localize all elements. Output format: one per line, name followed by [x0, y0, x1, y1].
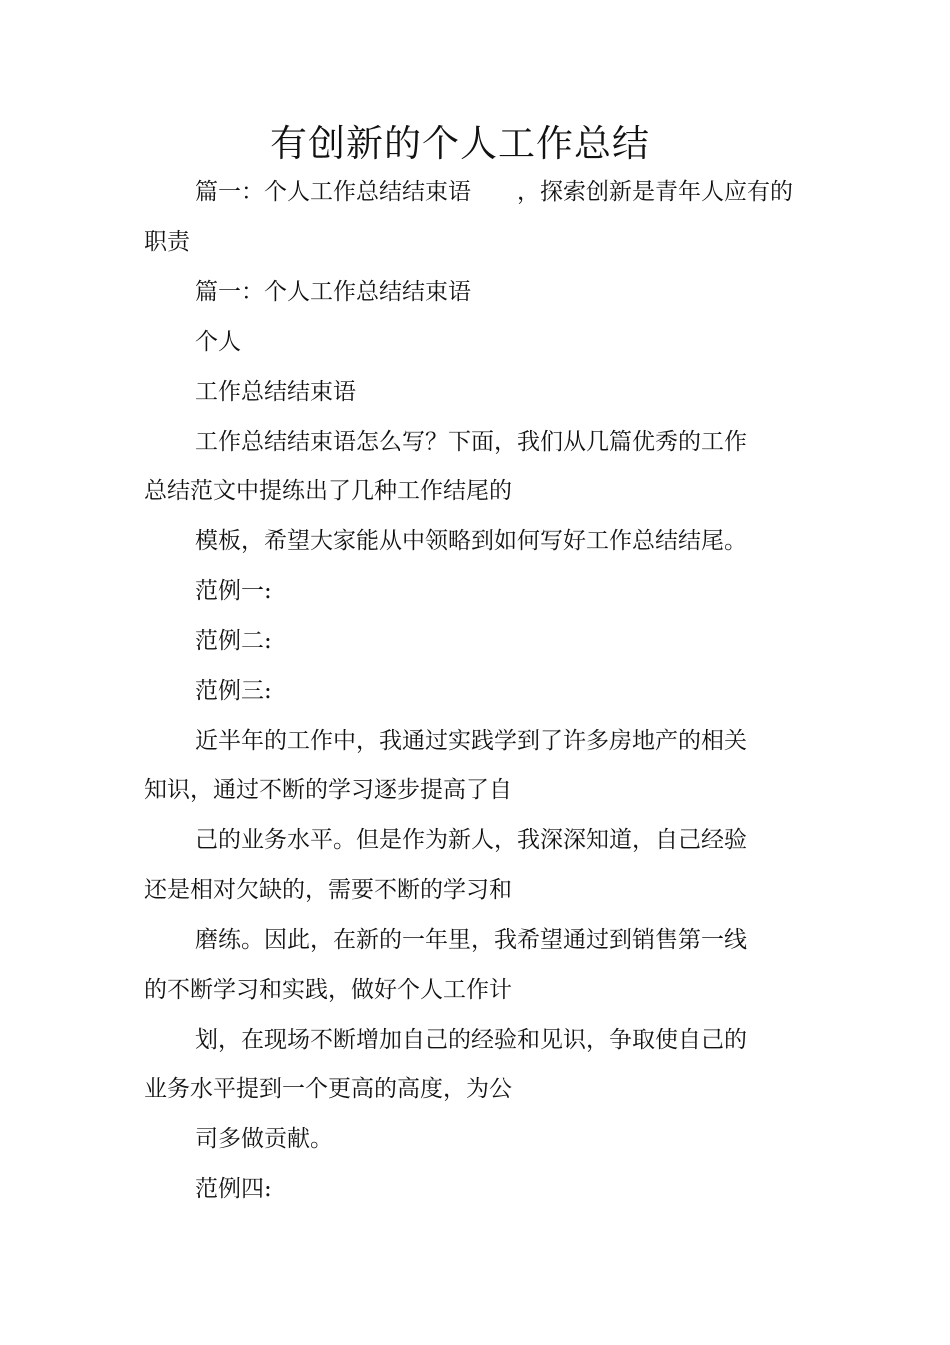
paragraph-line: 模板，希望大家能从中领略到如何写好工作总结结尾。	[195, 528, 747, 554]
paragraph-line: 业务水平提到一个更高的高度，为公	[144, 1076, 512, 1102]
paragraph-line: 近半年的工作中，我通过实践学到了许多房地产的相关	[195, 728, 747, 754]
paragraph-line: 司多做贡献。	[195, 1126, 333, 1152]
paragraph-line: 知识，通过不断的学习逐步提高了自	[144, 777, 512, 803]
paragraph-line: 范例二:	[195, 628, 272, 654]
paragraph-line: 篇一：个人工作总结结束语	[195, 279, 471, 305]
paragraph-line: 的不断学习和实践，做好个人工作计	[144, 977, 512, 1003]
paragraph-line: 划，在现场不断增加自己的经验和见识，争取使自己的	[195, 1027, 747, 1053]
paragraph-line: 范例四:	[195, 1176, 272, 1202]
paragraph-line: 个人	[195, 329, 241, 355]
paragraph-line: 篇一：个人工作总结结束语 ，探索创新是青年人应有的	[195, 179, 793, 205]
document-title: 有创新的个人工作总结	[270, 122, 650, 165]
paragraph-line: 还是相对欠缺的，需要不断的学习和	[144, 877, 512, 903]
paragraph-line: 工作总结结束语	[195, 379, 356, 405]
paragraph-line: 己的业务水平。但是作为新人，我深深知道，自己经验	[195, 827, 747, 853]
paragraph-line: 磨练。因此，在新的一年里，我希望通过到销售第一线	[195, 927, 747, 953]
paragraph-line: 范例三:	[195, 678, 272, 704]
paragraph-line: 职责	[144, 229, 190, 255]
paragraph-line: 范例一:	[195, 578, 272, 604]
paragraph-line: 工作总结结束语怎么写？下面，我们从几篇优秀的工作	[195, 429, 747, 455]
paragraph-line: 总结范文中提练出了几种工作结尾的	[144, 478, 512, 504]
